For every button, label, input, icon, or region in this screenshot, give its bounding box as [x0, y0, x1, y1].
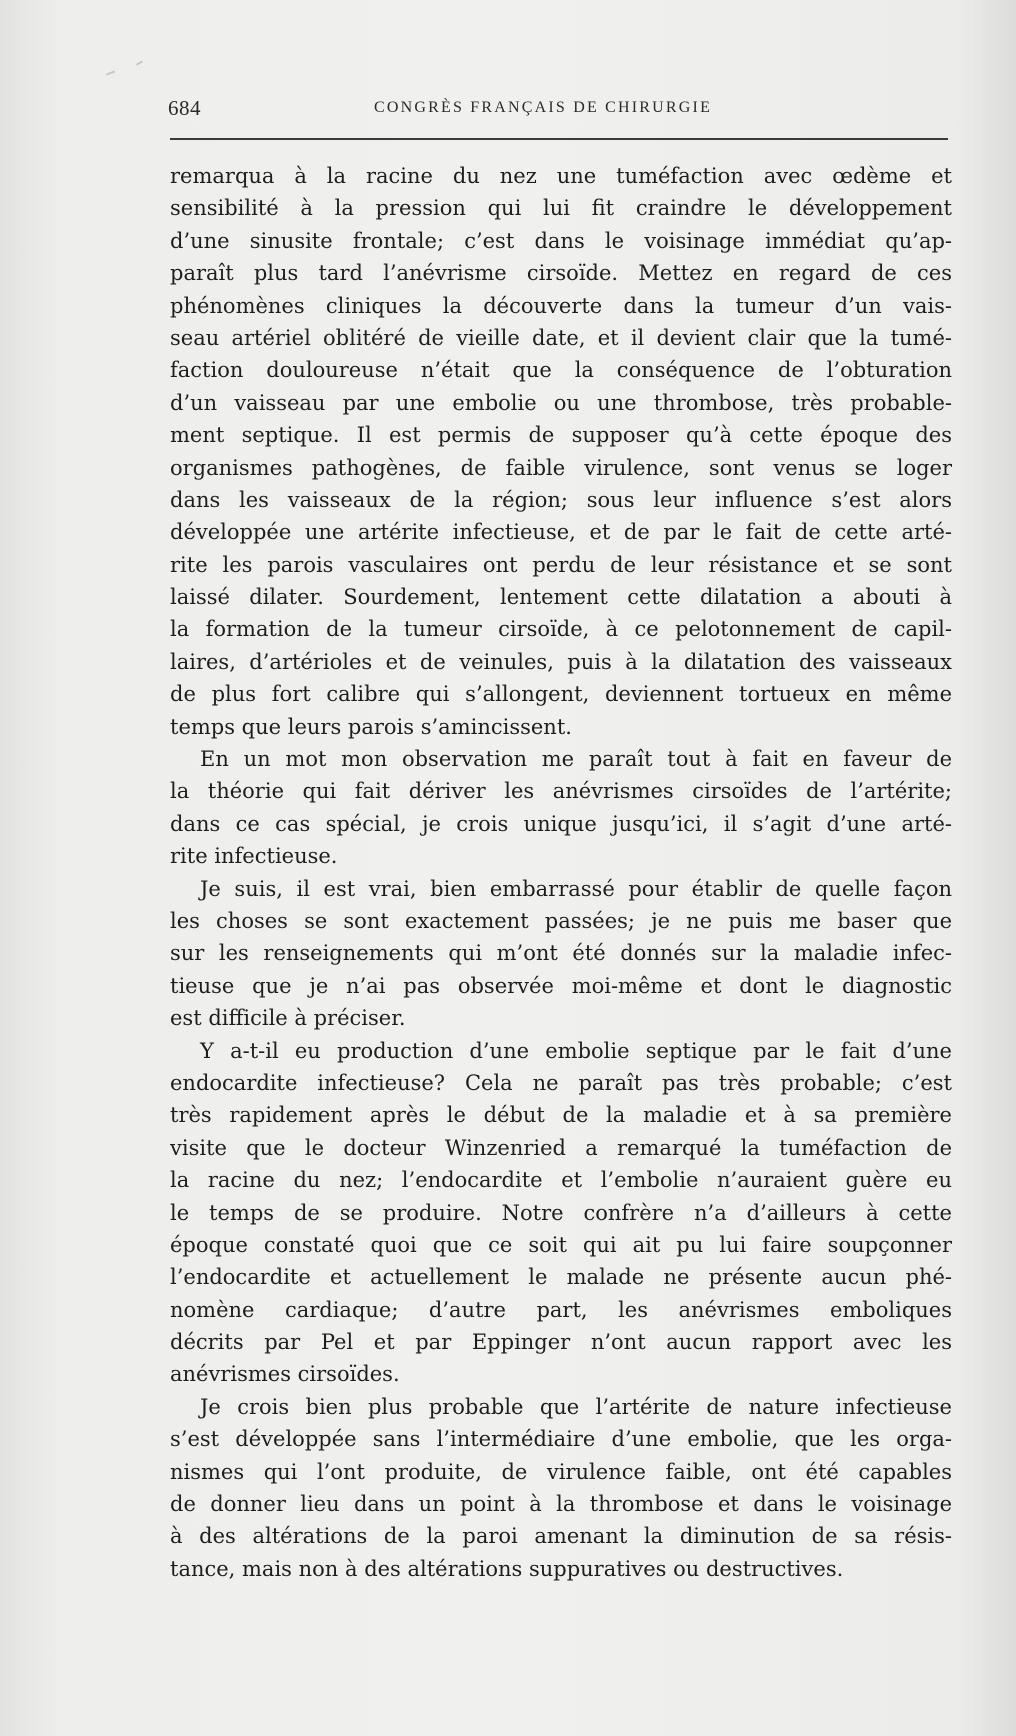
- text-line: temps que leurs parois s’amincissent.: [170, 714, 572, 739]
- text-line: d’un vaisseau par une embolie ou une thrombose, très probable-: [170, 390, 952, 415]
- text-line: laires, d’artérioles et de veinules, puis à la dilatation des vaisseaux: [170, 649, 952, 674]
- text-line: faction douloureuse n’était que la conséquence de l’obturation: [170, 358, 952, 383]
- text-line: de donner lieu dans un point à la thrombose et dans le voisinage: [170, 1492, 952, 1517]
- ink-speck: [136, 60, 143, 65]
- text-line: laissé dilater. Sourdement, lentement cette dilatation a abouti à: [170, 585, 952, 610]
- text-line: très rapidement après le début de la maladie et à sa première: [170, 1103, 952, 1128]
- header-rule: [170, 138, 948, 140]
- text-line: nomène cardiaque; d’autre part, les anévrismes emboliques: [170, 1297, 952, 1322]
- text-line: organismes pathogènes, de faible virulence, sont venus se loger: [170, 455, 952, 480]
- text-line: s’est développée sans l’intermédiaire d’une embolie, que les orga-: [170, 1427, 952, 1452]
- text-line: endocardite infectieuse? Cela ne paraît pas très probable; c’est: [170, 1070, 952, 1095]
- text-line: Je suis, il est vrai, bien embarrassé pour établir de quelle façon: [200, 876, 952, 901]
- text-line: tieuse que je n’ai pas observée moi-même et dont le diagnostic: [170, 973, 952, 998]
- text-line: l’endocardite et actuellement le malade ne présente aucun phé-: [170, 1265, 952, 1290]
- text-line: paraît plus tard l’anévrisme cirsoïde. Mettez en regard de ces: [170, 261, 952, 286]
- text-line: rite les parois vasculaires ont perdu de leur résistance et se sont: [170, 552, 952, 577]
- text-line: sur les renseignements qui m’ont été donnés sur la maladie infec-: [170, 941, 952, 966]
- text-line: le temps de se produire. Notre confrère n’a d’ailleurs à cette: [170, 1200, 952, 1225]
- text-line: remarqua à la racine du nez une tuméfaction avec œdème et: [170, 164, 952, 188]
- text-line: les choses se sont exactement passées; je ne puis me baser que: [170, 908, 952, 933]
- text-line: sensibilité à la pression qui lui fit craindre le développement: [170, 196, 952, 221]
- text-line: phénomènes cliniques la découverte dans la tumeur d’un vais-: [170, 293, 952, 318]
- text-line: d’une sinusite frontale; c’est dans le voisinage immédiat qu’ap-: [170, 228, 952, 253]
- text-line: décrits par Pel et par Eppinger n’ont aucun rapport avec les: [170, 1330, 952, 1355]
- ink-speck: [106, 71, 115, 76]
- text-line: dans les vaisseaux de la région; sous leur influence s’est alors: [170, 487, 952, 512]
- running-title: CONGRÈS FRANÇAIS DE CHIRURGIE: [374, 99, 713, 116]
- text-line: la théorie qui fait dériver les anévrismes cirsoïdes de l’artérite;: [170, 779, 952, 804]
- text-line: anévrismes cirsoïdes.: [170, 1362, 400, 1387]
- text-line: à des altérations de la paroi amenant la diminution de sa résis-: [170, 1524, 952, 1549]
- text-line: développée une artérite infectieuse, et de par le fait de cette arté-: [170, 520, 952, 545]
- page-header: [168, 96, 944, 126]
- text-line: En un mot mon observation me paraît tout à fait en faveur de: [200, 747, 952, 772]
- text-line: nismes qui l’ont produite, de virulence faible, ont été capables: [170, 1459, 952, 1484]
- body-text: [170, 160, 952, 1585]
- text-line: visite que le docteur Winzenried a remarqué la tuméfaction de: [170, 1135, 952, 1160]
- text-line: est difficile à préciser.: [170, 1006, 406, 1031]
- text-line: de plus fort calibre qui s’allongent, deviennent tortueux en même: [170, 682, 952, 707]
- text-line: Je crois bien plus probable que l’artérite de nature infectieuse: [200, 1394, 952, 1419]
- page-number: 684: [168, 96, 201, 120]
- text-line: tance, mais non à des altérations suppuratives ou destructives.: [170, 1556, 844, 1581]
- text-line: époque constaté quoi que ce soit qui ait pu lui faire soupçonner: [170, 1232, 952, 1257]
- text-line: rite infectieuse.: [170, 844, 338, 869]
- text-line: seau artériel oblitéré de vieille date, et il devient clair que la tumé-: [170, 325, 952, 350]
- text-line: Y a-t-il eu production d’une embolie septique par le fait d’une: [200, 1038, 952, 1063]
- text-line: ment septique. Il est permis de supposer qu’à cette époque des: [170, 423, 952, 448]
- text-line: la racine du nez; l’endocardite et l’embolie n’auraient guère eu: [170, 1168, 952, 1193]
- text-line: la formation de la tumeur cirsoïde, à ce pelotonnement de capil-: [170, 617, 952, 642]
- text-line: dans ce cas spécial, je crois unique jusqu’ici, il s’agit d’une arté-: [170, 811, 952, 836]
